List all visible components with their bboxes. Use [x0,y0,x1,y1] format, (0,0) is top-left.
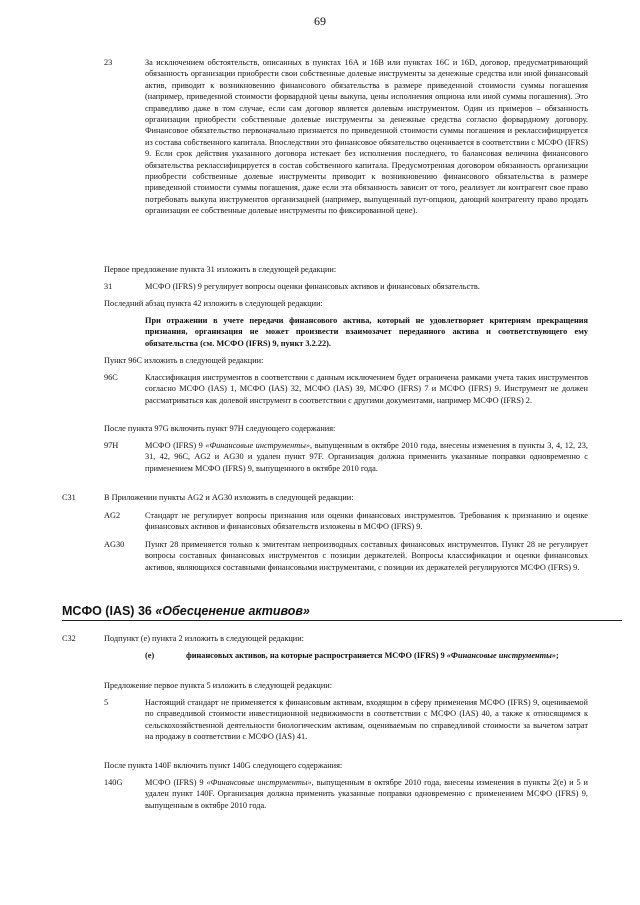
italic-title: «Финансовые инструменты» [205,441,310,450]
paragraph-number: 31 [104,282,113,291]
paragraph-number: 140G [104,778,123,787]
section-heading [62,604,622,621]
text-run: МСФО (IFRS) 9 [145,778,207,787]
subparagraph-e [186,650,588,661]
text-run: МСФО (IFRS) 9 [145,441,206,450]
paragraph-31: МСФО (IFRS) 9 регулирует вопросы оценки финансовых активов и финансовых обязательств. [145,282,480,291]
paragraph-97h [145,440,588,474]
paragraph-42: При отражении в учете передачи финансового актива, который не удовлетворяет критериям прекращения признания, организация не может произвести взаимозачет переданного актива и соответствующего ему обязательства (см. МСФО (IFRS) 9, пункт 3.2.22). [145,316,588,348]
page-number: 69 [314,14,326,28]
paragraph-96c: Классификация инструментов в соответствии с данным исключением будет ограничена рамками учета таких инструментов согласно МСФО (IAS) 1, МСФО (IAS) 32, МСФО (IAS) 39, МСФО (IFRS) 7 и МСФО (IFRS) 9. Инструмент не должен рассматриваться как долевой инструмент в соответствии с другими документами, например МСФО (IFRS) 2. [145,373,588,405]
paragraph-5: Настоящий стандарт не применяется к финансовым активам, входящим в сферу применения МСФО (IFRS) 9, оцениваемой по справедливой стоимости инвестиционной недвижимости в соответствии с МСФО (IAS) 40, а также к относящимся к сельскохозяйственной деятельности биологическим активам, оцениваемым по справедливой стоимости за вычетом затрат на продажу в соответствии с МСФО (IAS) 41. [145,698,588,742]
instruction-140g: После пункта 140F включить пункт 140G следующего содержания: [104,761,343,770]
heading-text: МСФО (IAS) 36 [62,604,156,618]
paragraph-23: За исключением обстоятельств, описанных в пунктах 16А и 16В или пунктах 16С и 16D, договор, предусматривающий обязанность организации приобрести свои собственные долевые инструменты за денежные средства или иной финансовый актив, приводит к возникновению финансового обязательства в размере приведенной стоимости суммы погашения (например, приведенной стоимости форвардной цены выкупа, цены исполнения опциона или иной суммы погашения). Это справедливо даже в том случае, если сам договор является долевым инструментом. Один из примеров – обязанность организации приобрести собственные долевые инструменты за денежные средства согласно форвардному договору. Финансовое обязательство первоначально признается по приведенной стоимости суммы погашения и реклассифицируется из состава собственного капитала. Впоследствии это финансовое обязательство оценивается в соответствии с МСФО (IFRS) 9. Если срок действия указанного договора истекает без исполнения последнего, то балансовая величина финансового обязательства реклассифицируется в состав собственного капитала. Предусмотренная договором обязанность организации приобрести собственные долевые инструменты приводит к возникновению финансового обязательства в размере приведенной стоимости суммы погашения, даже если эта обязанность зависит от того, реализует ли контрагент свое право потребовать выкупа инструментов организацией (например, выпущенный пут-опцион, дающий контрагенту право продать организации ее собственные долевые инструменты по фиксированной цене). [145,58,588,216]
text-run: , выпущенным в октябре 2010 года, внесены изменения в пункты 3, 4, 12, 23, 31, 42, 96С, AG2 и AG30 и удален пункт 97F. Организация должна применить указанные поправки одновременно с применением МСФО (IFRS) 9, выпущенного в октябре 2010 года. [145,441,588,473]
section-number: С31 [62,493,76,502]
section-c31-text: В Приложении пункты AG2 и AG30 изложить в следующей редакции: [104,493,354,502]
instruction-42: Последний абзац пункта 42 изложить в следующей редакции: [104,299,323,308]
instruction-97h: После пункта 97G включить пункт 97Н следующего содержания: [104,424,336,433]
paragraph-number: 5 [104,698,109,707]
italic-title: «Финансовые инструменты» [446,651,557,660]
paragraph-number: AG2 [104,511,121,520]
instruction-5: Предложение первое пункта 5 изложить в следующей редакции: [104,681,333,690]
heading-italic: «Обесценение активов» [155,604,310,618]
italic-title: «Финансовые инструменты» [206,778,312,787]
paragraph-number: 97Н [104,441,119,450]
paragraph-140g [145,777,588,811]
instruction-31: Первое предложение пункта 31 изложить в следующей редакции: [104,265,337,274]
paragraph-number: 23 [104,58,113,67]
instruction-96c: Пункт 96С изложить в следующей редакции: [104,356,264,365]
text-run: ; [556,651,559,660]
paragraph-ag30: Пункт 28 применяется только к эмитентам непроизводных составных финансовых инструментов. Пункт 28 не регулирует вопросы составных финансовых инструментов с позиции держателей. Вопросы классификации и оценки финансовых активов, являющихся составными финансовыми инструментами, с позиции их держателей регулируются МСФО (IFRS) 9. [145,540,588,572]
subparagraph-letter: (е) [145,651,155,660]
paragraph-number: 96С [104,373,118,382]
paragraph-ag2: Стандарт не регулирует вопросы признания или оценки финансовых инструментов. Требования к признанию и оценке финансовых активов и финансовых обязательств изложены в МСФО (IFRS) 9. [145,511,588,532]
text-run: , выпущенным в октябре 2010 года, внесены изменения в пункты 2(е) и 5 и удален пункт 140F. Организация должна применить указанные поправки одновременно с применением МСФО (IFRS) 9, выпущенным в октябре 2010 года. [145,778,588,810]
text-run: финансовых активов, на которые распространяется МСФО (IFRS) 9 [186,651,447,660]
paragraph-number: AG30 [104,540,125,549]
section-number: С32 [62,634,76,643]
section-c32-text: Подпункт (е) пункта 2 изложить в следующей редакции: [104,634,304,643]
